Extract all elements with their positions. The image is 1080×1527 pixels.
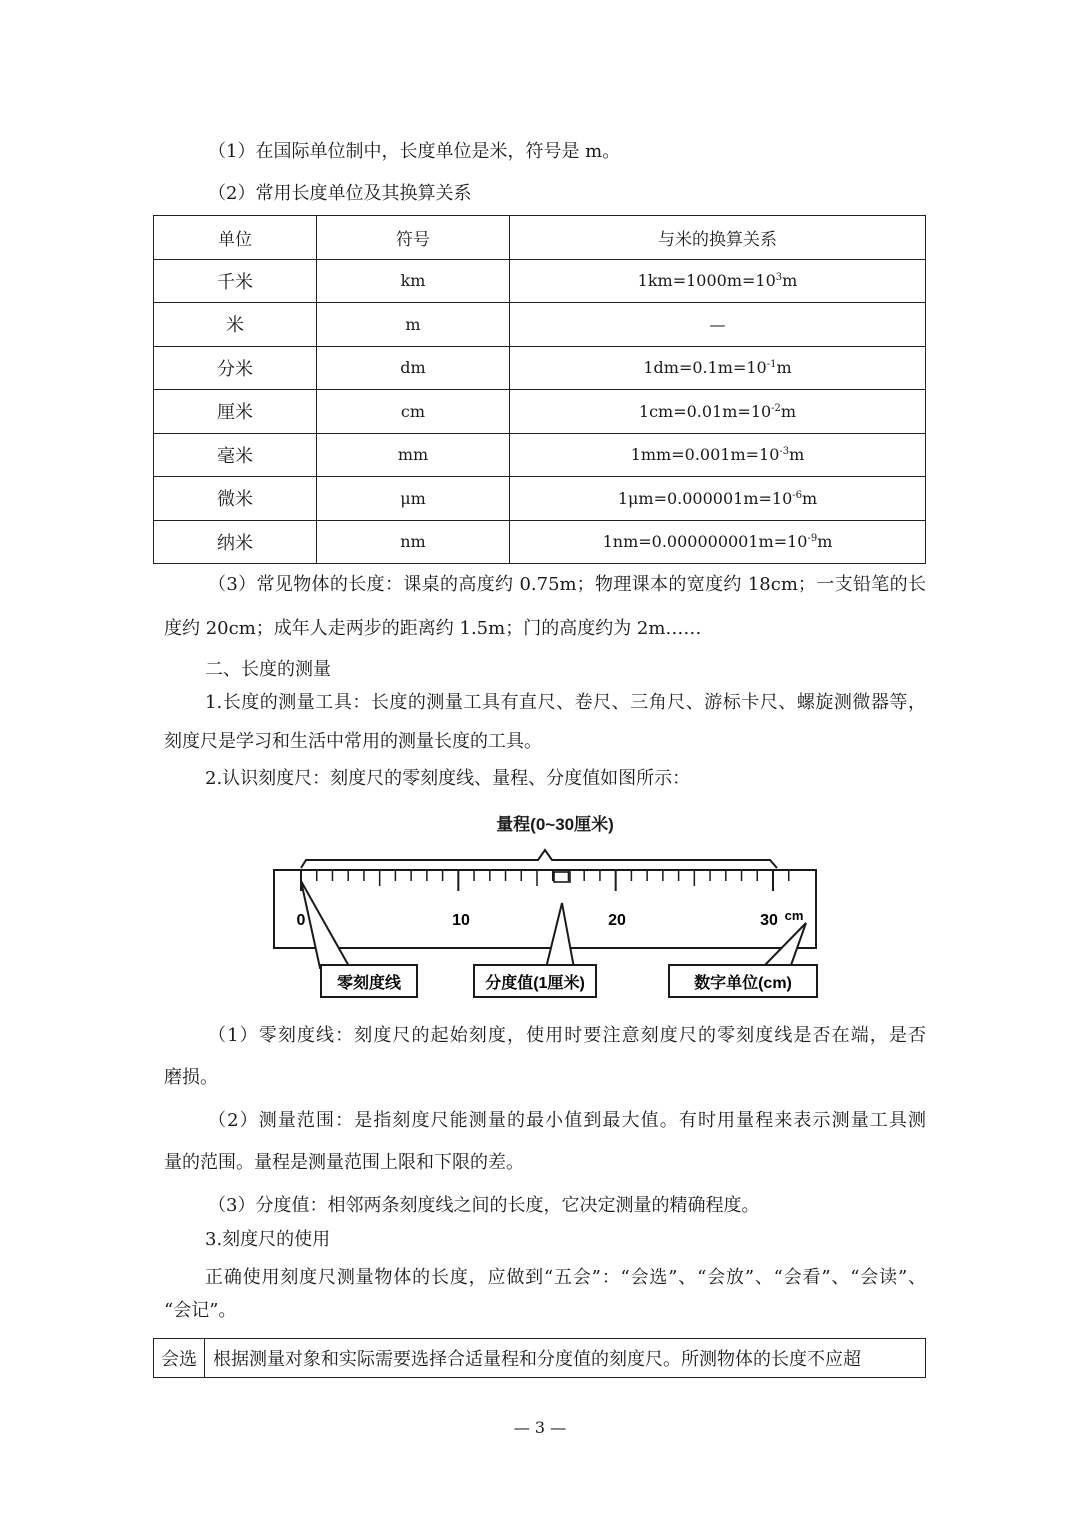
symbol-cell: mm [317, 433, 510, 477]
relation-cell: $1cm=0.01m=10^{-2}m$ [510, 390, 926, 434]
unit-cell: 千米 [154, 259, 317, 303]
unit-cell: 毫米 [154, 433, 317, 477]
unit-cell: 厘米 [154, 390, 317, 434]
table-row [154, 346, 926, 390]
tick-label-30: 30 [760, 912, 778, 929]
tools-line-2: 刻度尺是学习和生活中常用的测量长度的工具。 [164, 731, 542, 752]
unit-cell: 米 [154, 303, 317, 347]
unit-cell: 纳米 [154, 520, 317, 564]
section-heading: 二、长度的测量 [205, 659, 331, 680]
page-number: — 3 — [513, 1418, 567, 1437]
usage-heading: 3.刻度尺的使用 [205, 1229, 331, 1250]
header-relation: 与米的换算关系 [510, 216, 926, 260]
symbol-cell: km [317, 259, 510, 303]
relation-cell: $1dm=0.1m=10^{-1}m$ [510, 346, 926, 390]
symbol-cell: m [317, 303, 510, 347]
intro-paragraph-1: （1）在国际单位制中，长度单位是米，符号是 m。 [208, 141, 621, 162]
symbol-cell: dm [317, 346, 510, 390]
unit-label: cm [784, 908, 804, 923]
usage-table [153, 1338, 926, 1378]
intro-paragraph-2: （2）常用长度单位及其换算关系 [208, 183, 472, 204]
tick-label-0: 0 [296, 912, 306, 929]
header-symbol: 符号 [317, 216, 510, 260]
units-table-header [154, 216, 926, 260]
symbol-cell: μm [317, 477, 510, 521]
division-value-label: 分度值(1厘米) [485, 975, 585, 992]
header-unit: 单位 [154, 216, 317, 260]
usage-line-1: 正确使用刻度尺测量物体的长度，应做到“五会”：“会选”、“会放”、“会看”、“会读”、 [205, 1267, 926, 1288]
ruler-body [274, 870, 816, 948]
unit-cell: 分米 [154, 346, 317, 390]
note-2-line-1: （2）测量范围：是指刻度尺能测量的最小值到最大值。有时用量程来表示测量工具测 [208, 1110, 926, 1131]
note-1-line-1: （1）零刻度线：刻度尺的起始刻度，使用时要注意刻度尺的零刻度线是否在端，是否 [208, 1025, 926, 1046]
relation-cell: $1\mu m=0.000001m=10^{-6}m$ [510, 477, 926, 521]
tick-label-20: 20 [608, 912, 626, 929]
table-row [154, 303, 926, 347]
table-row [154, 1339, 926, 1378]
usage-text: 根据测量对象和实际需要选择合适量程和分度值的刻度尺。所测物体的长度不应超 [205, 1339, 926, 1378]
table-row [154, 477, 926, 521]
range-label: 量程(0~30厘米) [496, 815, 614, 834]
relation-cell: $1km=1000m=10^3m$ [510, 259, 926, 303]
unit-cell: 微米 [154, 477, 317, 521]
note-3: （3）分度值：相邻两条刻度线之间的长度，它决定测量的精确程度。 [208, 1195, 760, 1216]
relation-cell: $1mm=0.001m=10^{-3}m$ [510, 433, 926, 477]
table-row [154, 259, 926, 303]
note-1-line-2: 磨损。 [164, 1067, 218, 1088]
common-lengths-line-1: （3）常见物体的长度：课桌的高度约 0.75m；物理课本的宽度约 18cm；一支铅笔的长 [208, 574, 926, 595]
zero-line-label: 零刻度线 [336, 975, 402, 992]
relation-cell: — [510, 303, 926, 347]
relation-cell: $1nm=0.000000001m=10^{-9}m$ [510, 520, 926, 564]
table-row [154, 520, 926, 564]
usage-key: 会选 [154, 1339, 205, 1378]
usage-line-2: “会记”。 [164, 1300, 237, 1321]
tick-label-10: 10 [452, 912, 470, 929]
table-row [154, 433, 926, 477]
symbol-cell: nm [317, 520, 510, 564]
unit-box-label: 数字单位(cm) [694, 975, 792, 992]
range-brace [301, 850, 777, 868]
note-2-line-2: 量的范围。量程是测量范围上限和下限的差。 [164, 1152, 524, 1173]
tools-line-1: 1.长度的测量工具：长度的测量工具有直尺、卷尺、三角尺、游标卡尺、螺旋测微器等， [205, 692, 926, 713]
ruler-diagram [270, 808, 830, 1008]
ruler-intro: 2.认识刻度尺：刻度尺的零刻度线、量程、分度值如图所示： [205, 768, 691, 789]
symbol-cell: cm [317, 390, 510, 434]
common-lengths-line-2: 度约 20cm；成年人走两步的距离约 1.5m；门的高度约为 2m…… [164, 618, 702, 639]
units-table [153, 215, 926, 564]
table-row [154, 390, 926, 434]
